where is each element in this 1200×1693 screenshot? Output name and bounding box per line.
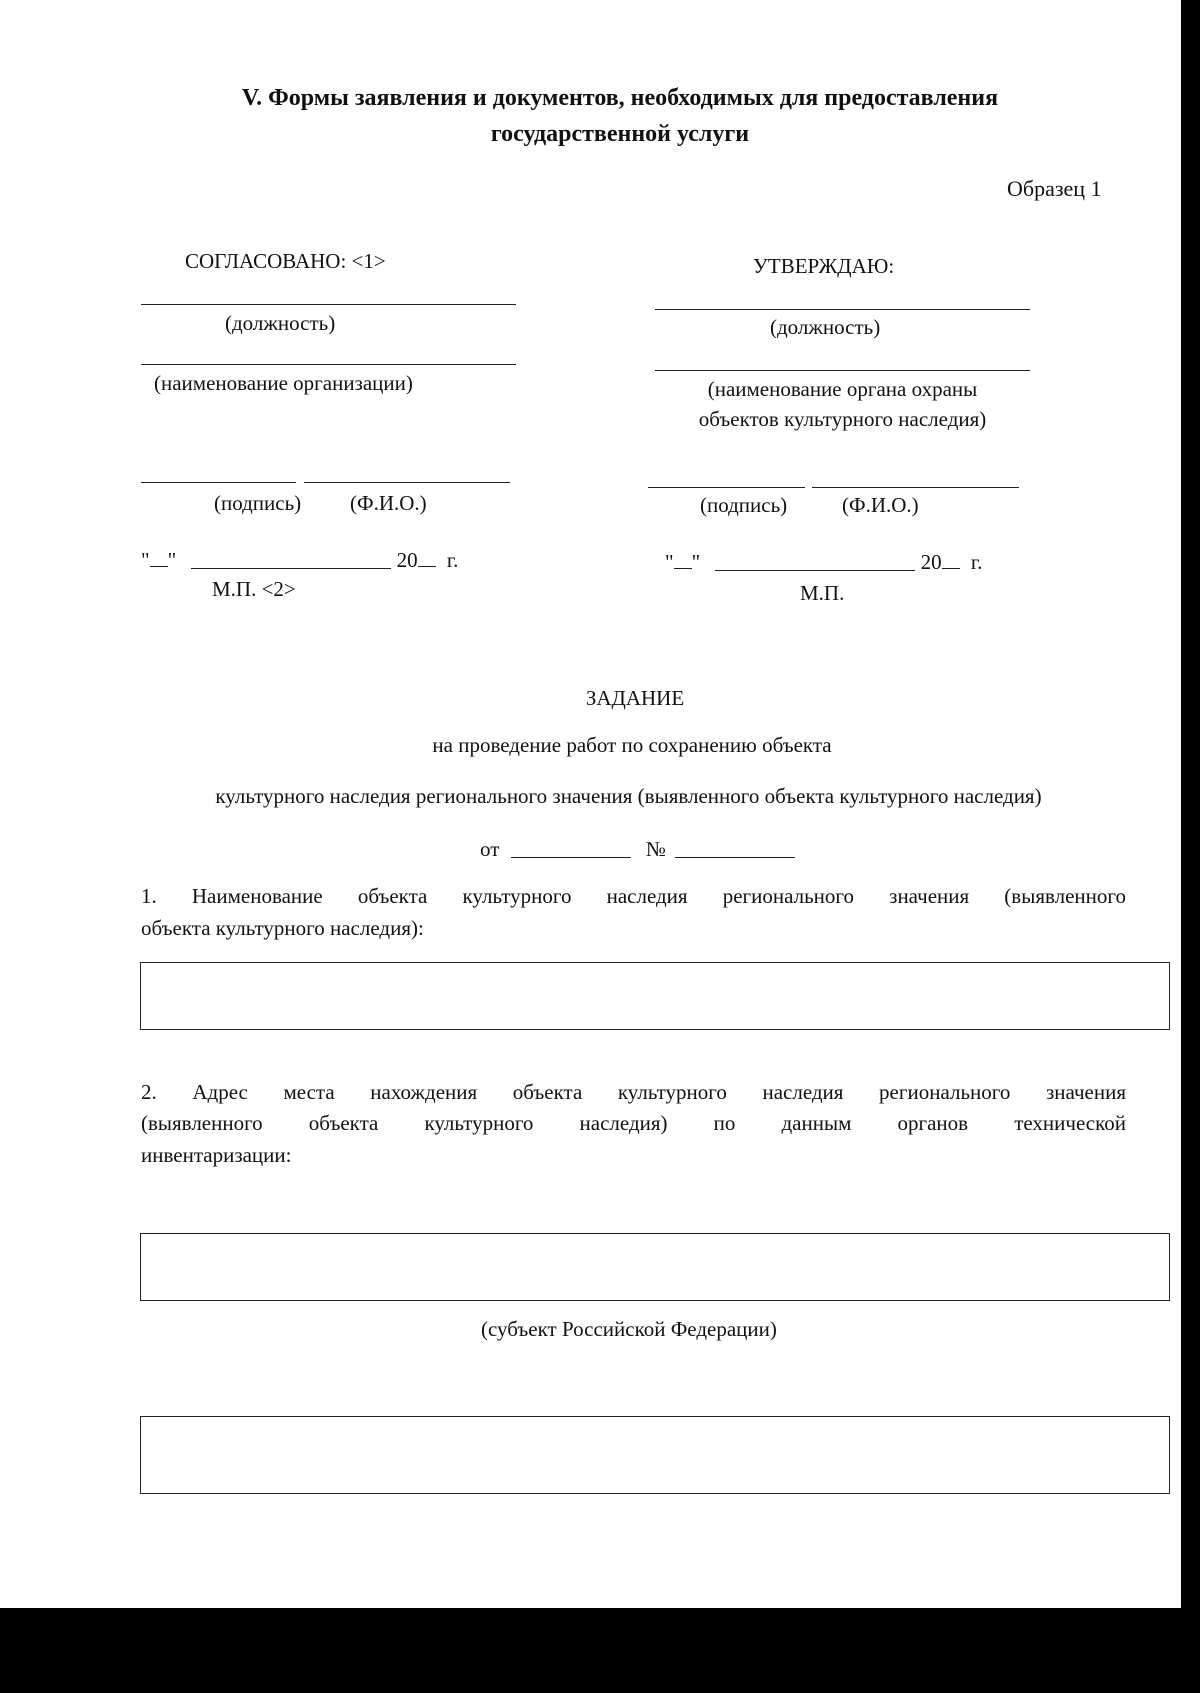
from-label: от — [480, 837, 500, 861]
next-address-field[interactable] — [140, 1416, 1170, 1494]
task-number-blank — [675, 857, 795, 858]
right-date-row — [665, 549, 982, 575]
title-line-2: государственной услуги — [490, 121, 750, 147]
right-position-caption: (должность) — [770, 315, 881, 339]
left-signature-line — [141, 482, 296, 483]
right-signature-caption: (подпись) — [700, 493, 788, 517]
left-year-suffix: г. — [446, 548, 459, 572]
task-heading: ЗАДАНИЕ — [585, 686, 685, 710]
right-year-blank — [942, 568, 960, 569]
left-signature-caption: (подпись) — [214, 491, 302, 515]
task-date-blank — [511, 857, 631, 858]
item2-line-1: 2. Адрес места нахождения объекта культурного наследия регионального значения — [141, 1080, 1126, 1104]
task-subtitle-1: на проведение работ по сохранению объекта — [432, 733, 832, 757]
left-stamp: М.П. <2> — [212, 577, 296, 601]
approve-heading: УТВЕРЖДАЮ: — [753, 254, 895, 278]
right-quote-close: " — [691, 550, 701, 574]
left-position-caption: (должность) — [225, 311, 336, 335]
left-organization-line — [141, 364, 516, 365]
right-year-suffix: г. — [970, 550, 983, 574]
right-day-blank — [674, 568, 692, 569]
left-year-prefix: 20 — [396, 548, 418, 572]
left-position-line — [141, 304, 516, 305]
right-organ-line — [655, 370, 1030, 371]
title-line-1: V. Формы заявления и документов, необходимых для предоставления — [241, 85, 999, 111]
left-year-blank — [418, 566, 436, 567]
right-position-line — [655, 309, 1030, 310]
left-fio-caption: (Ф.И.О.) — [350, 491, 427, 515]
right-stamp: М.П. — [800, 581, 845, 605]
right-organ-caption-line-1: (наименование органа охраны — [707, 377, 978, 401]
right-signature-line — [648, 487, 805, 488]
right-fio-line — [812, 487, 1019, 488]
left-day-blank — [150, 566, 168, 567]
right-organ-caption-line-2: объектов культурного наследия) — [698, 407, 987, 431]
right-month-blank — [715, 570, 915, 571]
left-month-blank — [191, 568, 391, 569]
document-title — [60, 80, 1180, 152]
region-caption: (субъект Российской Федерации) — [481, 1317, 777, 1341]
item2-line-3: инвентаризации: — [141, 1143, 292, 1167]
right-year-prefix: 20 — [920, 550, 942, 574]
item1-line-2: объекта культурного наследия): — [141, 916, 424, 940]
number-label: № — [645, 837, 666, 861]
task-subtitle-2: культурного наследия регионального значения (выявленного объекта культурного наследия) — [215, 784, 1042, 808]
right-quote-open: " — [665, 550, 674, 574]
right-fio-caption: (Ф.И.О.) — [842, 493, 919, 517]
task-date-number-row — [480, 836, 795, 862]
left-quote-open: " — [141, 548, 150, 572]
left-organization-caption: (наименование организации) — [154, 371, 413, 395]
agreed-heading: СОГЛАСОВАНО: <1> — [185, 249, 386, 273]
sample-label: Образец 1 — [1007, 176, 1102, 201]
item1-line-1: 1. Наименование объекта культурного наследия регионального значения (выявленного — [141, 884, 1126, 908]
item2-line-2: (выявленного объекта культурного наследия) по данным органов технической — [141, 1111, 1126, 1135]
left-date-row — [141, 547, 458, 573]
left-fio-line — [304, 482, 510, 483]
object-name-field[interactable] — [140, 962, 1170, 1030]
left-quote-close: " — [167, 548, 177, 572]
region-field[interactable] — [140, 1233, 1170, 1301]
right-organ-caption — [655, 376, 1030, 432]
